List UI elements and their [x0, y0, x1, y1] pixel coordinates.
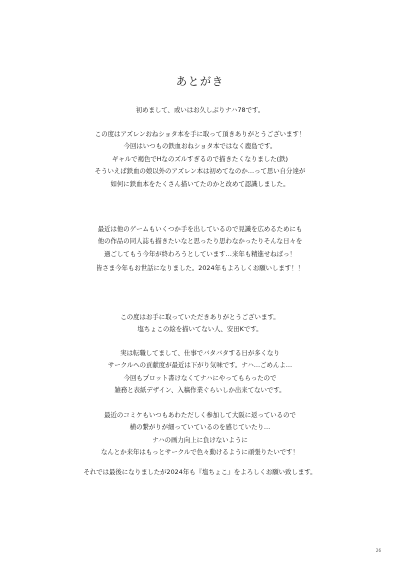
text-line: 今回もプロット書けなくてナハにやってもらったので — [123, 373, 277, 382]
text-line: 如何に鉄血本をたくさん描いてたのかと改めて認識しました。 — [110, 179, 290, 188]
author2-recent — [10, 409, 390, 459]
text-line: サークルへの貢献度が最近は下がり気味です。ナハ…ごめんよ… — [107, 361, 293, 370]
text-line: 初めまして、或いはお久しぶりナハ78です。 — [135, 106, 265, 114]
author2-greeting — [10, 311, 390, 336]
text-line: この度はアズレンおねショタ本を手に取って頂きありがとうございます！ — [94, 130, 306, 138]
author1-greeting — [10, 104, 390, 116]
text-line: 横の繋がりが細っていているのを感じていたり… — [129, 423, 271, 432]
text-line: 塩ちょこの絵を描いてない人、安田Kです。 — [137, 325, 263, 334]
page-number: 26 — [375, 548, 381, 553]
text-line: 雑務と表紙デザイン、入稿作業ぐらいしか出来てないです。 — [114, 386, 286, 395]
text-line: なんとか来年はもっとサークルで色々動けるように頑張りたいです！ — [101, 448, 299, 457]
text-line: ギャルで褐色でHなのズルすぎるので描きたくなりました(鉄) — [112, 154, 288, 163]
page-title: あとがき — [176, 75, 224, 88]
author1-closing — [10, 262, 390, 274]
text-line: この度はお手に取っていただきありがとうございます。 — [120, 313, 280, 321]
text-line: 今回はいつもの鉄血おねショタ本ではなく鹿島です。 — [123, 142, 277, 151]
author1-body — [10, 128, 390, 190]
text-line: 過ごしてもう今年が終わろうとしています…来年も精進せねばっ！ — [104, 249, 296, 258]
author2-body — [10, 347, 390, 397]
text-line: 他の作品の同人誌も描きたいなと思ったり思わなかったりそんな日々を — [97, 237, 303, 246]
text-line: それでは最後になりましたが2024年も『塩ちょこ』をよろしくお願い致します。 — [83, 468, 317, 476]
text-line: そういえば鉄血の娘以外のアズレン本は初めてなのか…って思い自分達が — [94, 167, 306, 176]
text-line: 最近のコミケもいつもあわただしく参加して大阪に返っているので — [104, 411, 296, 419]
text-line: 実は転職してまして、仕事でバタバタする日が多くなり — [120, 349, 280, 357]
text-line: 皆さま今年もお世話になりました。2024年もよろしくお願いします！！ — [96, 264, 304, 272]
text-line: ナハの画力向上に負けないように — [152, 435, 248, 444]
author1-recent — [10, 223, 390, 260]
text-line: 最近は他のゲームもいくつか手を出しているので見識を広めるためにも — [97, 225, 303, 233]
author2-closing — [10, 466, 390, 478]
